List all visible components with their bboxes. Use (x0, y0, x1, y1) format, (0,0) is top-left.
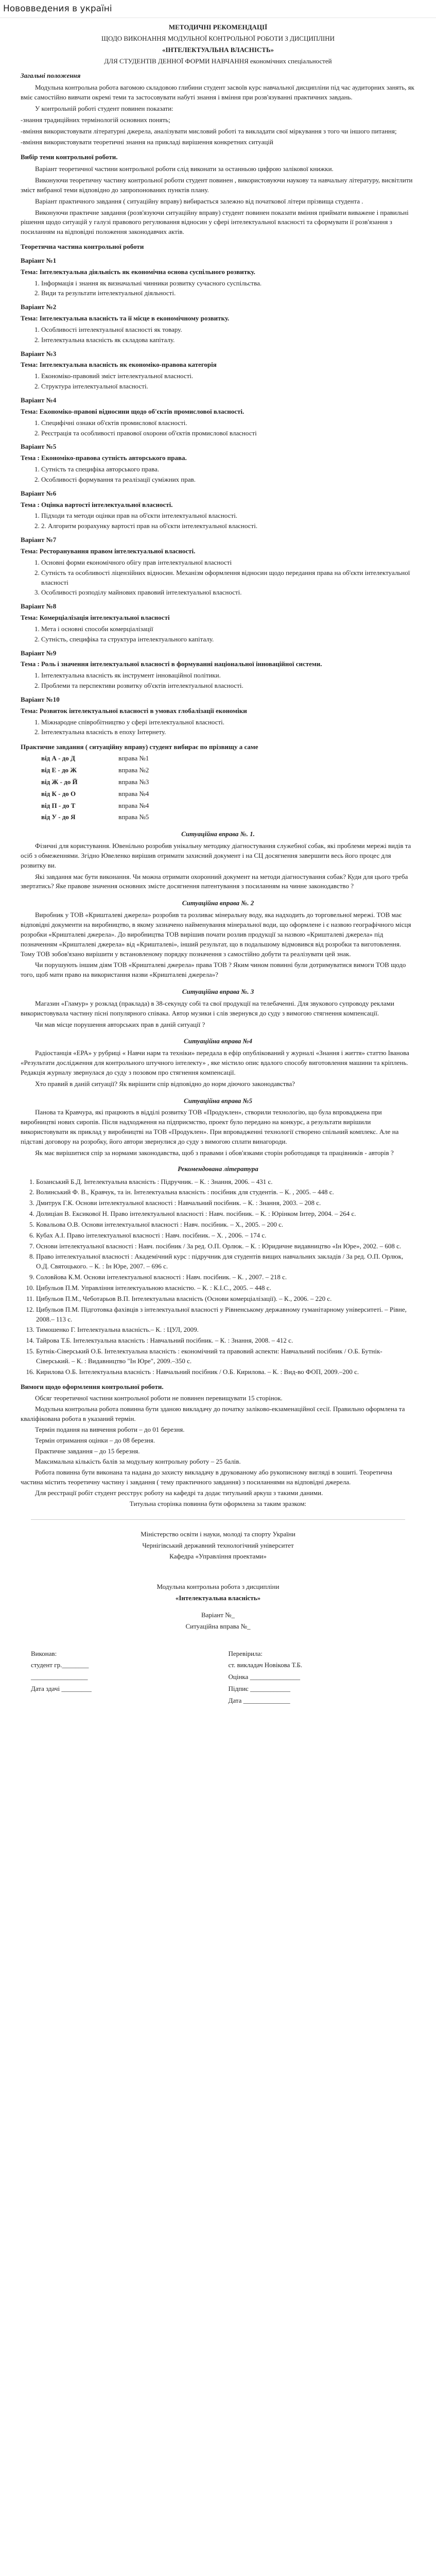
general-p3: -знання традиційних термінологій основних понять; (21, 115, 170, 124)
doc-heading-4: ДЛЯ СТУДЕНТІВ ДЕННОЇ ФОРМИ НАВЧАННЯ економічних спеціальностей (104, 57, 332, 65)
requirements (21, 1382, 415, 1509)
variant-topic: Тема: Інтелектуальна діяльність як економічна основа суспільного розвитку. (21, 267, 255, 276)
general-p1: Модульна контрольна робота вагомою складовою глибини студент засвоїв курс навчальної дисципліни під час аудиторних занять, як вміє самостійно вивчати окремі теми та застосовувати набуті знання і вміння при розв'язуванні практичних завдань. (21, 83, 414, 101)
tp-left-l2: _________________ (31, 1673, 88, 1681)
general-p5: -вміння використовувати теоретичні знання на прикладі вирішення конкретних ситуацій (21, 138, 273, 146)
case-paragraph: Фізичні для користування. Ювенільно розробив унікальну методику діагностування служебної собак, які проблеми мережі видів та осіб з обмеженнями. Згідно Ювеленко вирішив отримати захисний документ і на СЦ досягнення завершити весь його процес для розвитку ви. (21, 842, 411, 869)
cases-list (21, 829, 415, 1158)
case-3 (21, 987, 415, 1029)
tp-right-head: Перевірила: (228, 1649, 263, 1657)
tp-right-l1: ст. викладач Новікова Т.Б. (228, 1661, 303, 1669)
variant-label: Варіант №6 (21, 489, 57, 497)
requirements-title: Вимоги щодо оформлення контрольної роботи. (21, 1382, 164, 1391)
tp-left-l3: Дата здачі _________ (31, 1685, 92, 1693)
plan-item: 1. Економіко-правовий зміст інтелектуальної власності. (41, 371, 415, 381)
variant-9 (21, 649, 415, 691)
requirement-paragraph: Термін отримання оцінки – до 08 березня. (35, 1436, 155, 1444)
choice-p2: Виконуючи теоретичну частину контрольної роботи студент повинен , використовуючи наукову та навчальну літературу, висвітлити зміст вибраної теми відповідно до запропонованих пунктів плану. (21, 176, 413, 194)
variant-topic: Тема: Економіко-правові відносини щодо об'єктів промислової власності. (21, 407, 245, 415)
variant-topic: Тема: Інтелектуальна власність як економіко-правова категорія (21, 361, 217, 369)
literature-item: 10. Цибульов П.М. Управління інтелектуальною власністю. – К. : К.І.С., 2005. – 448 с. (36, 1283, 415, 1293)
signature-right (229, 1647, 406, 1708)
variant-topic: Тема : Економіко-правова сутність авторського права. (21, 454, 187, 462)
case-5 (21, 1096, 415, 1158)
tp-left-head: Виконав: (31, 1649, 57, 1657)
literature-item: 1. Бозанський Б.Д. Інтелектуальна власність : Підручник. – К. : Знання, 2006. – 431 с. (36, 1177, 415, 1187)
title-page-sample (31, 1519, 405, 1708)
exercise-number: вправа №1 (118, 754, 149, 762)
plan-item: 1. Сутність та специфіка авторського права. (41, 465, 415, 474)
literature-item: 14. Тайрова Т.Б. Інтелектуальна власність : Навчальний посібник. – К. : Знання, 2008. – 412 с. (36, 1336, 415, 1346)
general-p4: -вміння використовувати літературні джерела, аналізувати мисловий роботі та викладати свої міркування з того чи іншого питання; (21, 127, 397, 135)
plan-item: 1. Мета і основні способи комерціалізації (41, 624, 415, 634)
signature-left (31, 1647, 208, 1708)
variant-plan (21, 671, 415, 691)
theory-variants (21, 256, 415, 737)
variant-8 (21, 602, 415, 644)
plan-item: 2. Структура інтелектуальної власності. (41, 382, 415, 392)
general-title: Загальні положення (21, 72, 81, 80)
requirements-footer-note: Титульна сторінка повинна бути оформлена за таким зразком: (129, 1499, 307, 1507)
requirement-paragraph: Максимальна кількість балів за модульну контрольну роботу – 25 балів. (35, 1458, 241, 1466)
literature-item: 5. Ковальова О.В. Основи інтелектуальної власності : Навч. посібник. – Х., 2005. – 200 с. (36, 1220, 415, 1230)
plan-item: 1. Підходи та методи оцінки прав на об'єкти інтелектуальної власності. (41, 511, 415, 521)
requirement-paragraph: Для реєстрації робіт студент реєструє роботу на кафедрі та додає титульний аркуш з такими даними. (35, 1489, 323, 1497)
variant-plan (21, 511, 415, 531)
tp-l1: Міністерство освіти і науки, молоді та спорту України (141, 1530, 295, 1538)
tp-l5: «Інтелектуальна власність» (175, 1594, 261, 1602)
doc-heading-3: «ІНТЕЛЕКТУАЛЬНА ВЛАСНІСТЬ» (162, 45, 274, 54)
variant-topic: Тема : Оцінка вартості інтелектуальної власності. (21, 500, 173, 509)
case-paragraph: Радіостанція «ЕРА» у рубриці « Навчи нарм та техніки» передала в ефір опублікований у журналі «Знання і життя» статтю Іванова «Результати дослідження для контрольного штучного інтелекту» , яке містило опис вдалого способу виготовлення машини та кріплень. Редакція журналу звернулася до суду з позовом про стягнення компенсації. (21, 1049, 409, 1076)
variant-topic: Тема: Розвиток інтелектуальної власності в умовах глобалізації економіки (21, 706, 247, 715)
tp-l6: Варіант №_ (201, 1611, 235, 1619)
exercise-letter-table (41, 754, 415, 822)
case-paragraph: Магазин «Гламур» у розклад (праклада) в 38-секунду собі та свої продукції на телебаченні. Для звукового супроводу реклами використовувала частину пісні популярного співака. Автор музики і слів звернувся до суду з вимогою стягнення компенсації. (21, 999, 394, 1017)
choice-p4: Виконуючи практичне завдання (розв'язуючи ситуаційну вправу) студент повинен показати вміння приймати виважене і правильні рішення щодо ситуацій у галузі правового регулювання відносин у сфері інтелектуальної власності та сформувати ії розв'язання з посиланням на відповідні положення законодавчих актів. (21, 208, 409, 236)
variant-label: Варіант №4 (21, 396, 57, 404)
tp-l4: Модульна контрольна робота з дисципліни (156, 1583, 280, 1591)
requirement-paragraph: Робота повинна бути виконана та надана до захисту викладачу в друкованому або рукописному вигляді в зошиті. Теоретична частина містить теоретичну частину і завдання ( тему практичного завдання) з посиланнями на відповідні джерела. (21, 1468, 392, 1486)
doc-heading-2: ЩОДО ВИКОНАННЯ МОДУЛЬНОЇ КОНТРОЛЬНОЇ РОБОТИ З ДИСЦИПЛІНИ (101, 34, 335, 42)
plan-item: 1. Специфічні ознаки об'єктів промислової власності. (41, 418, 415, 428)
literature-item: 7. Основи інтелектуальної власності : Навч. посібник / За ред. О.П. Орлюк. – К. : Юридичне видавництво «Ін Юре», 2002. – 608 с. (36, 1242, 415, 1251)
letter-range: від П - до Т (41, 801, 76, 809)
plan-item: 2. Реєстрація та особливості правової охорони об'єктів промислової власності (41, 429, 415, 438)
variant-plan (21, 371, 415, 392)
plan-item: 2. Проблеми та перспективи розвитку об'єктів інтелектуальної власності. (41, 681, 415, 691)
variant-label: Варіант №1 (21, 256, 57, 264)
plan-item: 1. Основні форми економічного обігу прав інтелектуальної власності (41, 558, 415, 568)
variant-topic: Тема: Ресторанування правом інтелектуальної власності. (21, 547, 196, 555)
plan-item: 2. Інтелектуальна власність як складова капіталу. (41, 335, 415, 345)
exercise-number: вправа №4 (118, 789, 149, 798)
plan-item: 1. Інформація і знання як визначальні чинники розвитку сучасного суспільства. (41, 279, 415, 289)
tp-right-l3: Підпис ____________ (228, 1685, 291, 1693)
requirement-paragraph: Термін подання на вивчення роботи – до 01 березня. (35, 1425, 185, 1433)
case-paragraph: Чи порушують іншим діям ТОВ «Кришталеві джерела» права ТОВ ? Яким чином повинні були дотримуватися вимоги ТОВ щодо того, щоб мати право на використання назви «Кришталеві джерела»? (21, 961, 406, 979)
variant-label: Варіант №3 (21, 349, 57, 358)
variant-10 (21, 695, 415, 737)
variant-label: Варіант №8 (21, 602, 57, 611)
tp-l2: Чернігівський державний технологічний університет (142, 1541, 294, 1549)
tp-l7: Ситуаційна вправа №_ (185, 1622, 251, 1630)
variant-3 (21, 349, 415, 392)
case-4 (21, 1037, 415, 1089)
document-body (0, 18, 436, 1728)
tp-l3: Кафедра «Управління проектами» (169, 1552, 267, 1561)
exercise-number: вправа №4 (118, 801, 149, 809)
literature-item: 8. Право інтелектуальної власності : Академічний курс : підручник для студентів вищих навчальних закладів / За ред. О.П. Орлюк, О.Д. Святоцького. – К. : Ін Юре, 2007. – 696 с. (36, 1252, 415, 1272)
tp-right-l2: Оцінка _______________ (228, 1673, 301, 1681)
case-paragraph: Хто правий в даній ситуації? Як вирішити спір відповідно до норм діючого законодавства? (35, 1079, 295, 1088)
exercise-choice (21, 742, 415, 822)
variant-topic: Тема : Роль і значення інтелектуальної власності в формуванні національної інноваційної системи. (21, 660, 322, 668)
variant-label: Варіант №9 (21, 649, 57, 657)
variant-plan (21, 718, 415, 738)
variant-7 (21, 535, 415, 598)
plan-item: 3. Особливості розподілу майнових правовий інтелектуальної власності. (41, 588, 415, 598)
choice-title: Вибір теми контрольної роботи. (21, 153, 118, 161)
signature-block (31, 1647, 405, 1708)
variant-plan (21, 279, 415, 299)
case-title: Ситуаційна вправа №. 1. (181, 830, 255, 838)
variant-plan (21, 325, 415, 345)
literature-item: 6. Кубах А.І. Право інтелектуальної власності : Навч. посібник. – Х. , 2006. – 174 с. (36, 1231, 415, 1241)
variant-topic: Тема: Інтелектуальна власність та її місце в економічному розвитку. (21, 314, 230, 323)
case-paragraph: Виробник у ТОВ «Кришталеві джерела» розробив та розливає мінеральну воду, яка надходить до торговельної мережі. ТОВ має відповідні документи на виробництво, в якому зазначено найменування мінеральної води, що оформлене і є назвою географічного місця розробки «Кришталеві джерела». До виробництва ТОВ вирішив почати розлив продукції за назвою «Кришталеві джерела» під позначенням «Кришталеві джерела» від «Кришталеві», інший результат, що в подальшому відмовився від розробки та виготовлення. Тому ТОВ зобов'язано вирішити у встановленому порядку позначення з самостійно добути та реалізувати цей знак. (21, 911, 411, 958)
variant-5 (21, 442, 415, 484)
plan-item: 1. Міжнародне співробітництво у сфері інтелектуальної власності. (41, 718, 415, 727)
literature-item: 15. Бутнік-Сіверський О.Б. Інтелектуальна власність : економічний та правовий аспекти: Навчальний посібник / О.Б. Бутнік-Сіверський. – К. : Видавництво "Ін Юре", 2009.–350 с. (36, 1347, 415, 1366)
literature-item: 3. Дмитрук Г.К. Основи інтелектуальної власності : Навчальний посібник. – К. : Знання, 2003. – 208 с. (36, 1198, 415, 1208)
case-title: Ситуаційна вправа №4 (184, 1037, 252, 1045)
requirement-paragraph: Практичне завдання – до 15 березня. (35, 1447, 140, 1455)
variant-4 (21, 396, 415, 438)
plan-item: 2. 2. Алгоритм розрахунку вартості прав на об'єкти інтелектуальної власності. (41, 521, 415, 531)
case-title: Ситуаційна вправа №. 2 (182, 899, 254, 907)
variant-plan (21, 558, 415, 598)
plan-item: 2. Інтелектуальна власність в епоху Інтернету. (41, 727, 415, 737)
exercise-number: вправа №2 (118, 766, 149, 774)
variant-6 (21, 489, 415, 531)
choice-p1: Варіант теоретичної частини контрольної роботи слід виконати за останньою цифрою залікової книжки. (35, 165, 334, 173)
case-1 (21, 829, 415, 891)
letter-range: від К - до О (41, 789, 76, 798)
literature-item: 2. Волинський Ф. В., Кравчук, та ін. Інтелектуальна власність : посібник для студентів. – К. , 2005. – 448 с. (36, 1188, 415, 1197)
variant-1 (21, 256, 415, 298)
choice-p3: Варіант практичного завдання ( ситуаційну вправу) вибирається залежно від початкової літери прізвища студента . (35, 197, 363, 205)
variant-plan (21, 624, 415, 645)
letter-range: від А - до Д (41, 754, 75, 762)
plan-item: 1. Інтелектуальна власність як інструмент інноваційної політики. (41, 671, 415, 681)
variant-label: Варіант №5 (21, 443, 57, 451)
letter-range: від Е - до Ж (41, 766, 77, 774)
case-paragraph: Як має вирішитися спір за нормами законодавства, щоб з правами і обов'язками сторін роботодавця та працівників - авторів ? (35, 1148, 394, 1157)
variant-label: Варіант №2 (21, 303, 57, 311)
plan-item: 1. Особливості інтелектуальної власності як товару. (41, 325, 415, 335)
exercise-intro: Практичне завдання ( ситуаційну вправу) студент вибирає по прізвищу а саме (21, 743, 258, 751)
case-2 (21, 899, 415, 980)
case-title: Ситуаційна вправа №. 3 (182, 988, 254, 996)
exercise-number: вправа №3 (118, 777, 149, 786)
plan-item: 2. Сутність та особливості ліцензійних відносин. Механізм оформлення відносин щодо передання права на об'єкти інтелектуальної власності (41, 568, 415, 588)
requirement-paragraph: Обсяг теоретичної частини контрольної роботи не повинен перевищувати 15 сторінок. (35, 1394, 283, 1402)
literature-item: 16. Кирилова О.Б. Інтелектуальна власність : Навчальний посібник / О.Б. Кирилова. – К. : Вид-во ФОП, 2009.–200 с. (36, 1367, 415, 1377)
literature-item: 9. Соловйова К.М. Основи інтелектуальної власності : Навч. посібник. – К. , 2007. – 218 с. (36, 1273, 415, 1282)
variant-label: Варіант №7 (21, 536, 57, 544)
requirement-paragraph: Модульна контрольна робота повинна бути зданою викладачу до початку заліково-екзаменаційної сесії. Правильно оформлена та кваліфікована робота в указаний термін. (21, 1405, 405, 1423)
literature-item: 4. Долиціан В. Ексикової Н. Право інтелектуальної власності : Навч. посібник. – К. : Юрінком Інтер, 2004. – 264 с. (36, 1209, 415, 1219)
case-title: Ситуаційна вправа №5 (184, 1096, 252, 1105)
plan-item: 2. Особливості формування та реалізації суміжних прав. (41, 475, 415, 485)
plan-item: 2. Види та результати інтелектуальної діяльності. (41, 289, 415, 298)
page-title: Нововведения в україні (0, 0, 436, 18)
tp-right-l4: Дата ______________ (228, 1696, 290, 1704)
doc-heading-1: МЕТОДИЧНІ РЕКОМЕНДАЦІЇ (168, 23, 268, 31)
literature-item: 12. Цибульов П.М. Підготовка фахівців з інтелектуальної власності у Рівненському державному гуманітарному університеті. – Рівне, 2008.– 113 с. (36, 1305, 415, 1325)
variant-2 (21, 302, 415, 345)
variant-label: Варіант №10 (21, 695, 60, 703)
letter-range: від У - до Я (41, 813, 76, 821)
literature-title: Рекомендована література (178, 1164, 258, 1173)
literature-item: 13. Тимошенко Г. Інтелектуальна власність.– К. : ЦУЛ, 2009. (36, 1325, 415, 1335)
case-paragraph: Панова та Кравчура, які працюють в відділі розвитку ТОВ «Продуклен», створили технологію, що була впроваджена при виробництві нових сиропів. Після надходження на підприємство, проект було передано на конкурс, а результати вирішили використовувати як приклад у виробництві на ТОВ «Продуклен». При впровадженні технології створено спільний комплекс. Але на підставі договору на розробку, його автори звернулися до суду з вимогою сплати винагороди. (21, 1108, 399, 1145)
variant-plan (21, 418, 415, 438)
plan-item: 2. Сутність, специфіка та структура інтелектуального капіталу. (41, 635, 415, 645)
letter-range: від Ж - до Й (41, 777, 78, 786)
variant-topic: Тема: Комерціалізація інтелектуальної власності (21, 614, 170, 622)
case-paragraph: Які завдання має бути виконання. Чи можна отримати охоронний документ на методи діагностування собак? Куди для цього треба звертатись? Яке правове значення основних змісте досягнення патентування з посиланням на чинне законодавство ? (21, 872, 408, 890)
literature-item: 11. Цибульов П.М., Чеботарьов В.П. Інтелектуальна власність (Основи комерціалізації). – К., 2006. – 220 с. (36, 1294, 415, 1304)
general-p2: У контрольній роботі студент повинен показати: (35, 104, 173, 112)
theory-title: Теоретична частина контрольної роботи (21, 243, 144, 251)
literature-list (21, 1177, 415, 1377)
case-paragraph: Чи мав місце порушення авторських прав в даній ситуації ? (35, 1020, 205, 1028)
variant-plan (21, 465, 415, 485)
exercise-number: вправа №5 (118, 813, 149, 821)
tp-left-l1: студент гр.________ (31, 1661, 89, 1669)
